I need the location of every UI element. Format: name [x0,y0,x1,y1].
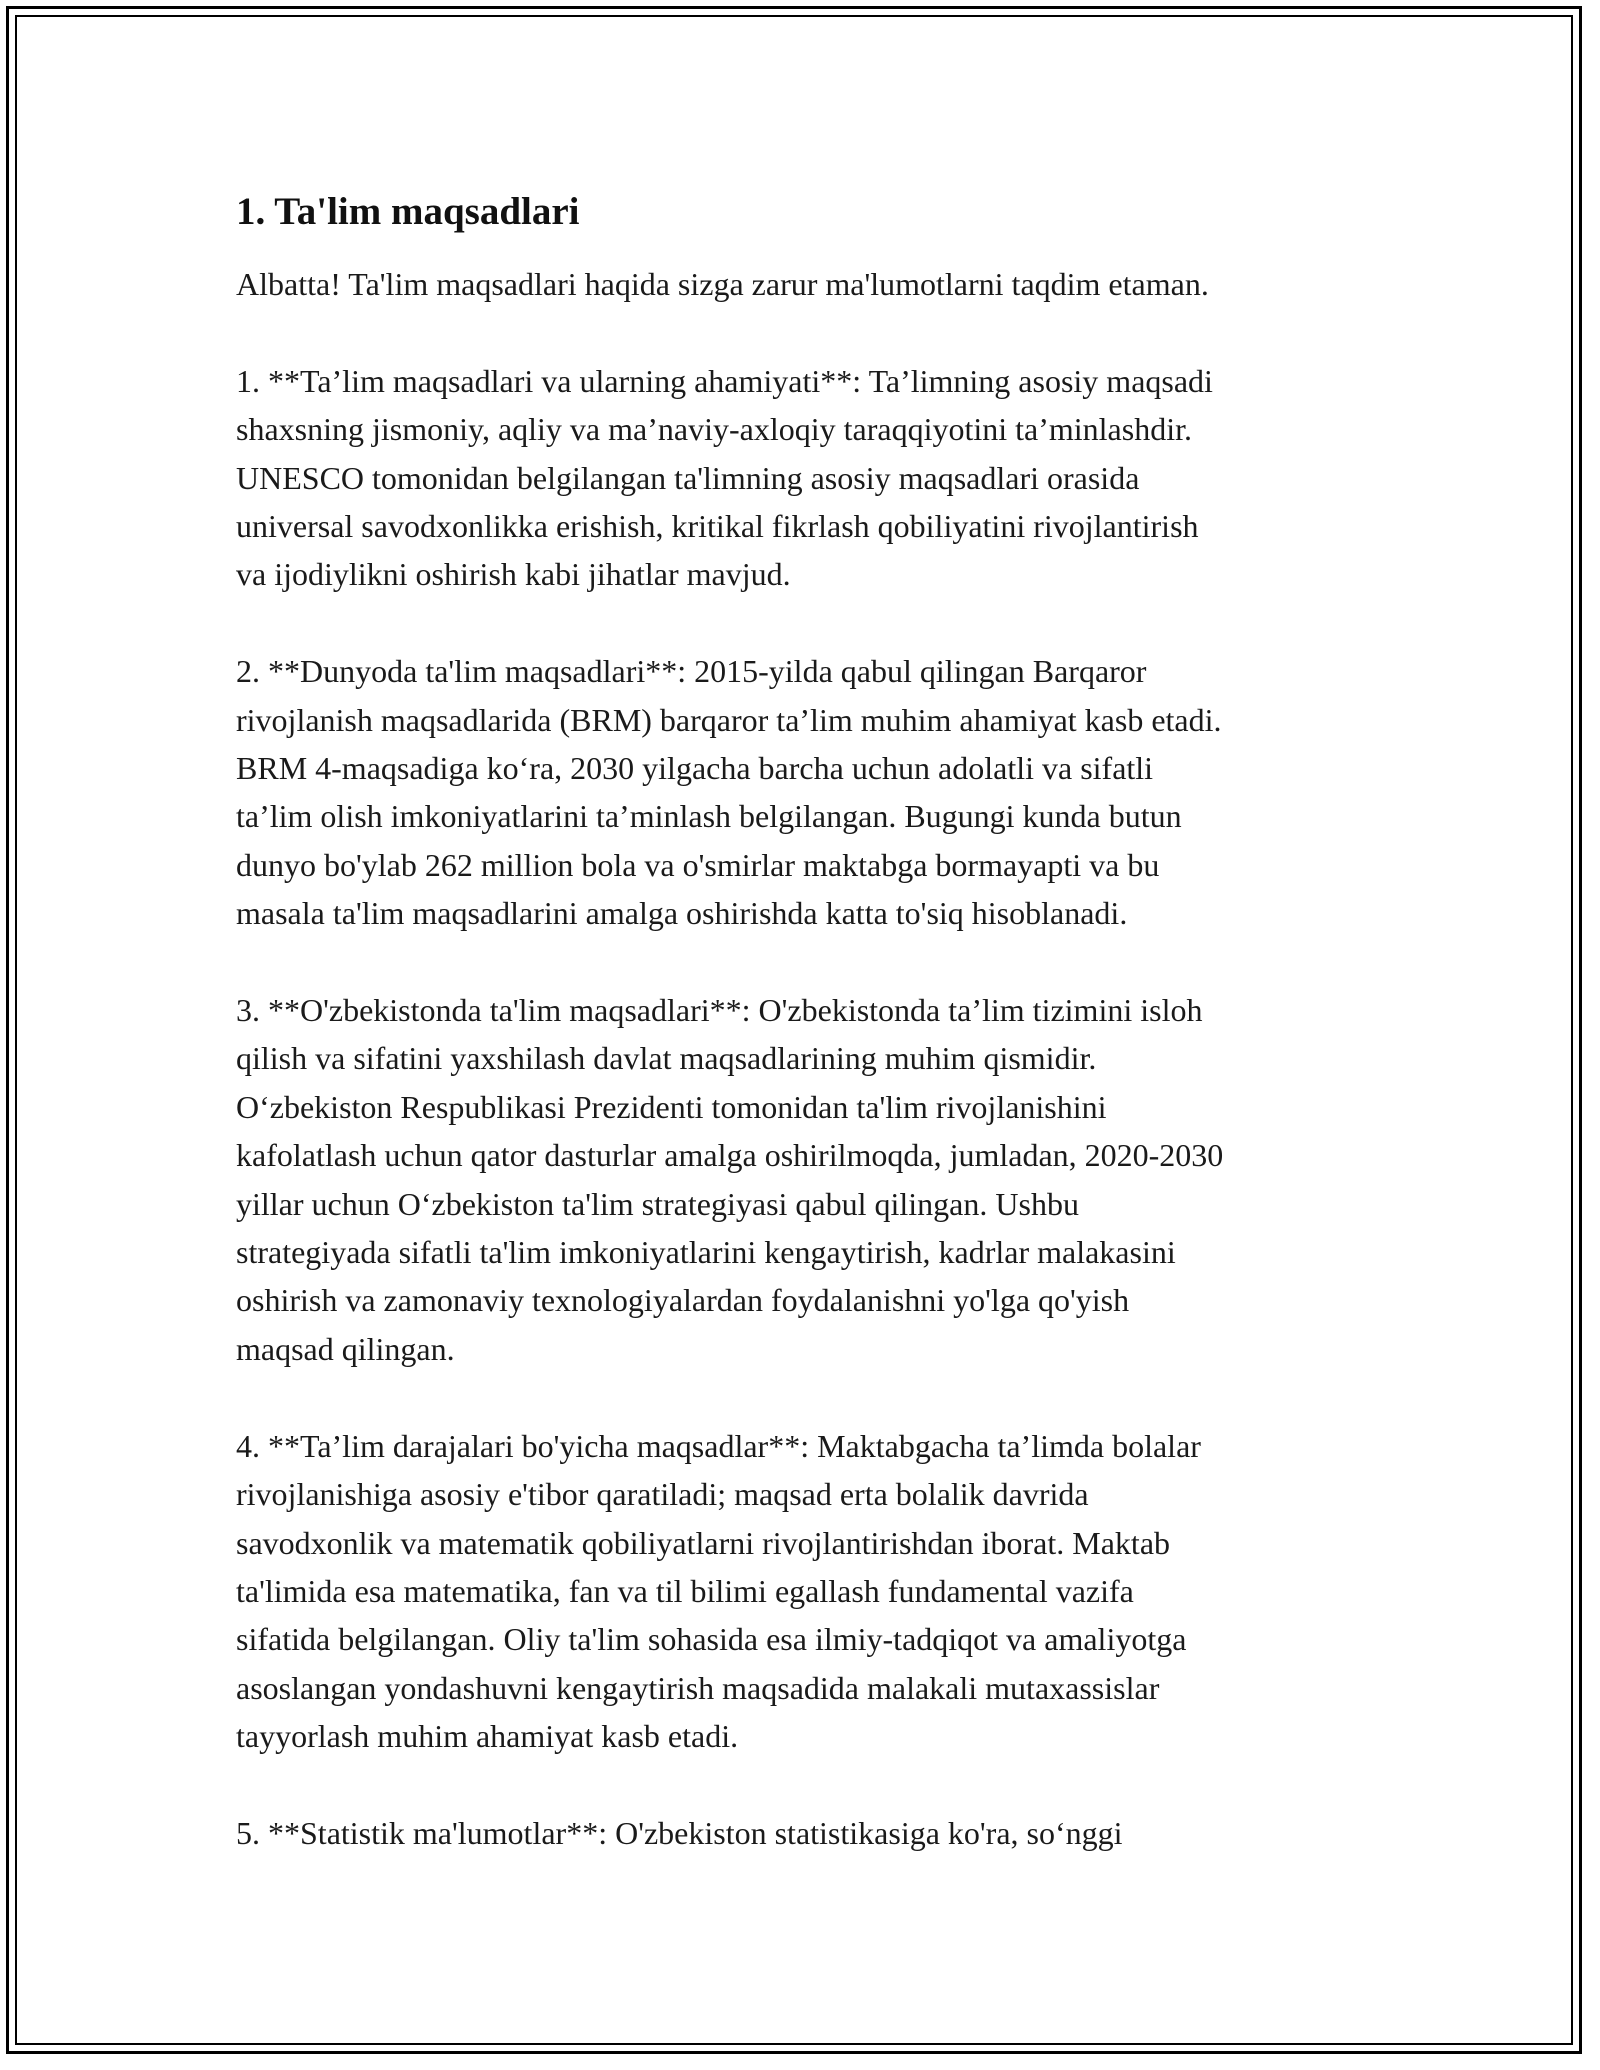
text-line: maqsad qilingan. [236,1330,455,1367]
text-line: ta'limida esa matematika, fan va til bilimi egallash fundamental vazifa [236,1572,1134,1609]
text-line: savodxonlik va matematik qobiliyatlarni rivojlantirishdan iborat. Maktab [236,1524,1171,1561]
text-line: rivojlanishiga asosiy e'tibor qaratiladi; maqsad erta bolalik davrida [236,1476,1089,1513]
text-line: O‘zbekiston Respublikasi Prezidenti tomonidan ta'lim rivojlanishini [236,1088,1107,1125]
document-body [236,186,1376,1906]
text-line: va ijodiylikni oshirish kabi jihatlar mavjud. [236,556,791,593]
text-line: kafolatlash uchun qator dasturlar amalga oshirilmoqda, jumladan, 2020-2030 [236,1137,1224,1174]
text-line: 1. **Ta’lim maqsadlari va ularning ahamiyati**: Ta’limning asosiy maqsadi [236,362,1213,399]
page-title: 1. Ta'lim maqsadlari [236,190,580,233]
text-line: masala ta'lim maqsadlarini amalga oshirishda katta to'siq hisoblanadi. [236,895,1128,932]
text-line: yillar uchun O‘zbekiston ta'lim strategiyasi qabul qilingan. Ushbu [236,1185,1079,1222]
text-line: 2. **Dunyoda ta'lim maqsadlari**: 2015-yilda qabul qilingan Barqaror [236,653,1147,690]
intro-paragraph [236,260,1376,308]
text-line: 4. **Ta’lim darajalari bo'yicha maqsadlar**: Maktabgacha ta’limda bolalar [236,1427,1201,1464]
text-line: BRM 4-maqsadiga ko‘ra, 2030 yilgacha barcha uchun adolatli va sifatli [236,750,1154,787]
section-1-paragraph [236,357,1376,599]
section-5-paragraph [236,1809,1376,1857]
text-line: qilish va sifatini yaxshilash davlat maqsadlarining muhim qismidir. [236,1040,1097,1077]
text-line: ta’lim olish imkoniyatlarini ta’minlash belgilangan. Bugungi kunda butun [236,798,1182,835]
text-line: 5. **Statistik ma'lumotlar**: O'zbekiston statistikasiga ko'ra, so‘nggi [236,1814,1123,1851]
text-line: universal savodxonlikka erishish, kritikal fikrlash qobiliyatini rivojlantirish [236,508,1199,545]
section-2-paragraph [236,647,1376,937]
text-line: tayyorlash muhim ahamiyat kasb etadi. [236,1718,739,1755]
text-line: dunyo bo'ylab 262 million bola va o'smirlar maktabga bormayapti va bu [236,846,1160,883]
text-line: rivojlanish maqsadlarida (BRM) barqaror ta’lim muhim ahamiyat kasb etadi. [236,701,1222,738]
text-line: Albatta! Ta'lim maqsadlari haqida sizga zarur ma'lumotlarni taqdim etaman. [236,266,1209,302]
text-line: strategiyada sifatli ta'lim imkoniyatlarini kengaytirish, kadrlar malakasini [236,1234,1176,1271]
text-line: sifatida belgilangan. Oliy ta'lim sohasida esa ilmiy-tadqiqot va amaliyotga [236,1621,1187,1658]
text-line: shaxsning jismoniy, aqliy va ma’naviy-axloqiy taraqqiyotini ta’minlashdir. [236,411,1192,448]
text-line: oshirish va zamonaviy texnologiyalardan foydalanishni yo'lga qo'yish [236,1282,1130,1319]
text-line: 3. **O'zbekistonda ta'lim maqsadlari**: O'zbekistonda ta’lim tizimini isloh [236,992,1203,1029]
section-3-paragraph [236,986,1376,1373]
section-4-paragraph [236,1422,1376,1761]
text-line: UNESCO tomonidan belgilangan ta'limning asosiy maqsadlari orasida [236,459,1140,496]
text-line: asoslangan yondashuvni kengaytirish maqsadida malakali mutaxassislar [236,1669,1160,1706]
